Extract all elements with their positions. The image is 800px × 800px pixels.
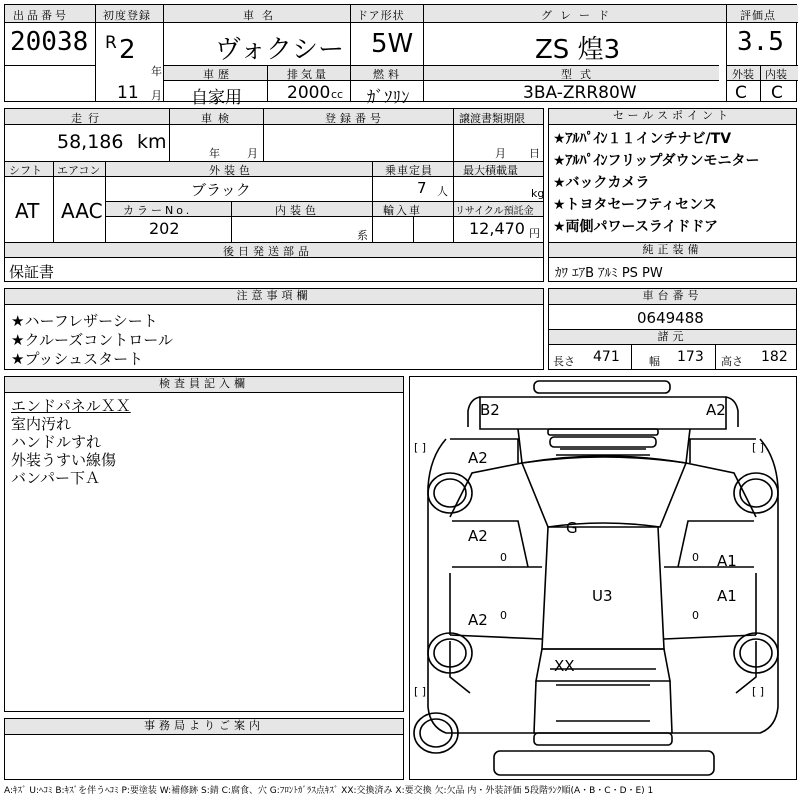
- chassis-number: 0649488: [637, 309, 704, 327]
- inspector-box: [4, 376, 404, 712]
- recycle-label: リサイクル預託金: [455, 206, 534, 217]
- damage-mark: B2: [480, 401, 500, 419]
- inspection-month-unit: 月: [247, 147, 258, 160]
- door-label: ドア形状: [357, 9, 405, 22]
- length-label: 長さ: [553, 355, 575, 368]
- score: 3.5: [737, 27, 784, 57]
- import-label: 輸入車: [383, 204, 422, 217]
- accessories: 保証書: [9, 263, 55, 281]
- damage-mark: A1: [717, 552, 737, 570]
- mileage-unit: km: [137, 131, 167, 153]
- inspector-item: バンパー下Ａ: [11, 469, 100, 487]
- first-reg-label: 初度登録: [103, 9, 151, 22]
- sales-item: ★ｱﾙﾊﾟｲﾝフリップダウンモニター: [553, 153, 760, 169]
- recycle-unit: 円: [529, 227, 540, 240]
- ext-score: C: [735, 83, 747, 103]
- damage-mark: G: [566, 519, 578, 537]
- hood-shape: [518, 429, 690, 463]
- era: R: [105, 33, 117, 53]
- legend: A:ｷｽﾞ U:ﾍｺﾐ B:ｷｽﾞを伴うﾍｺﾐ P:要塗装 W:補修跡 S:錆 C:腐食、穴 G:ﾌﾛﾝﾄｶﾞﾗｽ点ｷｽﾞ XX:交換済み X:要交換 欠:欠品 内・外装評価 5段階ﾗﾝｸ順(A・B・C・D・E) 1: [4, 786, 654, 796]
- door-type: 5W: [371, 29, 414, 59]
- month-unit: 月: [151, 89, 162, 102]
- height: 182: [761, 349, 788, 365]
- inspector-item: 室内汚れ: [11, 415, 72, 433]
- car-diagram: [410, 377, 796, 779]
- car-diagram-box: [409, 376, 797, 780]
- chassis-box: [548, 288, 797, 370]
- damage-mark: A2: [468, 527, 488, 545]
- seats: 7: [417, 179, 427, 197]
- load-label: 最大積載量: [463, 164, 518, 177]
- sales-item: ★トヨタセーフティセンス: [553, 197, 717, 213]
- score-label: 評価点: [740, 9, 776, 22]
- damage-mark: A2: [468, 449, 488, 467]
- disp-unit: cc: [331, 88, 344, 101]
- load-unit: kg: [531, 187, 545, 200]
- zero-mark: 0: [500, 551, 507, 564]
- reg-number-label: 登録番号: [325, 112, 385, 125]
- grade: ZS 煌3: [535, 35, 621, 65]
- note-item: ★プッシュスタート: [11, 350, 144, 368]
- rear-hatch-shape: [534, 681, 672, 733]
- chassis-label: 車台番号: [549, 289, 796, 305]
- shift: AT: [15, 199, 40, 223]
- inspection-year-unit: 年: [209, 147, 220, 160]
- reg-year: 2: [119, 35, 136, 65]
- grille-shape: [550, 437, 656, 447]
- recycle-fee: 12,470: [469, 219, 525, 238]
- fuel: ｶﾞｿﾘﾝ: [367, 88, 410, 108]
- mileage: 58,186: [57, 131, 124, 153]
- fuel-label: 燃料: [373, 68, 403, 81]
- doc-deadline-label: 譲渡書類期限: [459, 112, 525, 125]
- interior-color-unit: 系: [357, 229, 368, 242]
- car-name: ヴォクシー: [215, 35, 344, 65]
- top-info-box: [4, 4, 797, 108]
- mileage-label: 走行: [71, 112, 105, 125]
- zero-mark: 0: [500, 609, 507, 622]
- color-label: 外装色: [209, 164, 254, 177]
- top-subheader-row: [163, 65, 719, 81]
- inspector-label: 検査員記入欄: [5, 377, 403, 393]
- damage-mark: A2: [706, 401, 726, 419]
- color-number: 202: [149, 219, 180, 238]
- ext-label: 外装: [732, 68, 754, 81]
- office-label: 事務局よりご案内: [5, 719, 403, 735]
- sales-item: ★両側パワースライドドア: [553, 219, 719, 235]
- vehicle-detail-box: [4, 108, 544, 282]
- damage-mark: XX: [554, 657, 575, 675]
- sales-points-box: [548, 108, 797, 282]
- sales-label: セールスポイント: [549, 109, 796, 125]
- lot-label: 出品番号: [13, 9, 69, 22]
- equipment: ｶﾜ ｴｱB ｱﾙﾐ PS PW: [555, 266, 663, 281]
- height-label: 高さ: [721, 355, 743, 368]
- office-box: [4, 718, 404, 780]
- doc-month-unit: 月: [495, 147, 506, 160]
- doc-day-unit: 日: [529, 147, 540, 160]
- inspector-item: ハンドルすれ: [11, 433, 102, 451]
- int-label: 内装: [765, 68, 787, 81]
- displacement: 2000: [287, 83, 331, 103]
- color-no-label: カラーNo.: [123, 204, 193, 217]
- front-panel-shape: [480, 397, 726, 429]
- length: 471: [593, 349, 620, 365]
- shift-label: シフト: [9, 164, 42, 177]
- model-label: 型式: [561, 68, 599, 81]
- zero-mark: 0: [692, 609, 699, 622]
- width: 173: [677, 349, 704, 365]
- inspector-item: 外装うすい線傷: [11, 451, 117, 469]
- note-item: ★ハーフレザーシート: [11, 312, 158, 330]
- exterior-color: ブラック: [191, 181, 251, 199]
- rear-bumper-shape: [534, 733, 672, 745]
- bracket: [ ]: [752, 441, 765, 454]
- history-label: 車歴: [203, 68, 233, 81]
- seats-label: 乗車定員: [385, 164, 433, 177]
- name-label: 車名: [243, 9, 281, 22]
- ac: AAC: [61, 199, 103, 223]
- damage-mark: A1: [717, 587, 737, 605]
- bracket: [ ]: [414, 441, 427, 454]
- zero-mark: 0: [692, 551, 699, 564]
- bracket: [ ]: [752, 685, 765, 698]
- equipment-label: 純正装備: [549, 242, 796, 258]
- spec-label: 諸元: [549, 329, 796, 345]
- history: 自家用: [191, 88, 242, 108]
- windshield-shape: [522, 456, 686, 527]
- model-code: 3BA-ZRR80W: [523, 83, 637, 103]
- note-item: ★クルーズコントロール: [11, 331, 173, 349]
- reg-month: 11: [117, 83, 139, 103]
- disp-label: 排気量: [287, 68, 329, 81]
- ac-label: エアコン: [57, 164, 101, 177]
- year-unit: 年: [151, 65, 162, 78]
- lot-number: 20038: [10, 27, 89, 57]
- int-score: C: [771, 83, 783, 103]
- inspector-item: エンドパネルＸＸ: [11, 397, 131, 415]
- seats-unit: 人: [437, 185, 448, 198]
- interior-color-label: 内装色: [275, 204, 320, 217]
- notes-box: [4, 288, 544, 370]
- bracket: [ ]: [414, 685, 427, 698]
- rear-bumper-lower-shape: [494, 751, 714, 775]
- sales-item: ★バックカメラ: [553, 175, 650, 191]
- width-label: 幅: [649, 355, 660, 368]
- left-body-outline: [428, 439, 534, 733]
- front-bumper-shape: [534, 381, 670, 393]
- damage-mark: A2: [468, 611, 488, 629]
- grade-label: グレード: [541, 9, 617, 22]
- sales-item: ★ｱﾙﾊﾟｲﾝ１１インチナビ/TV: [553, 131, 732, 147]
- notes-label: 注意事項欄: [5, 289, 543, 305]
- accessories-label: 後日発送部品: [223, 245, 313, 258]
- damage-mark: U3: [592, 587, 613, 605]
- inspection-label: 車検: [201, 112, 235, 125]
